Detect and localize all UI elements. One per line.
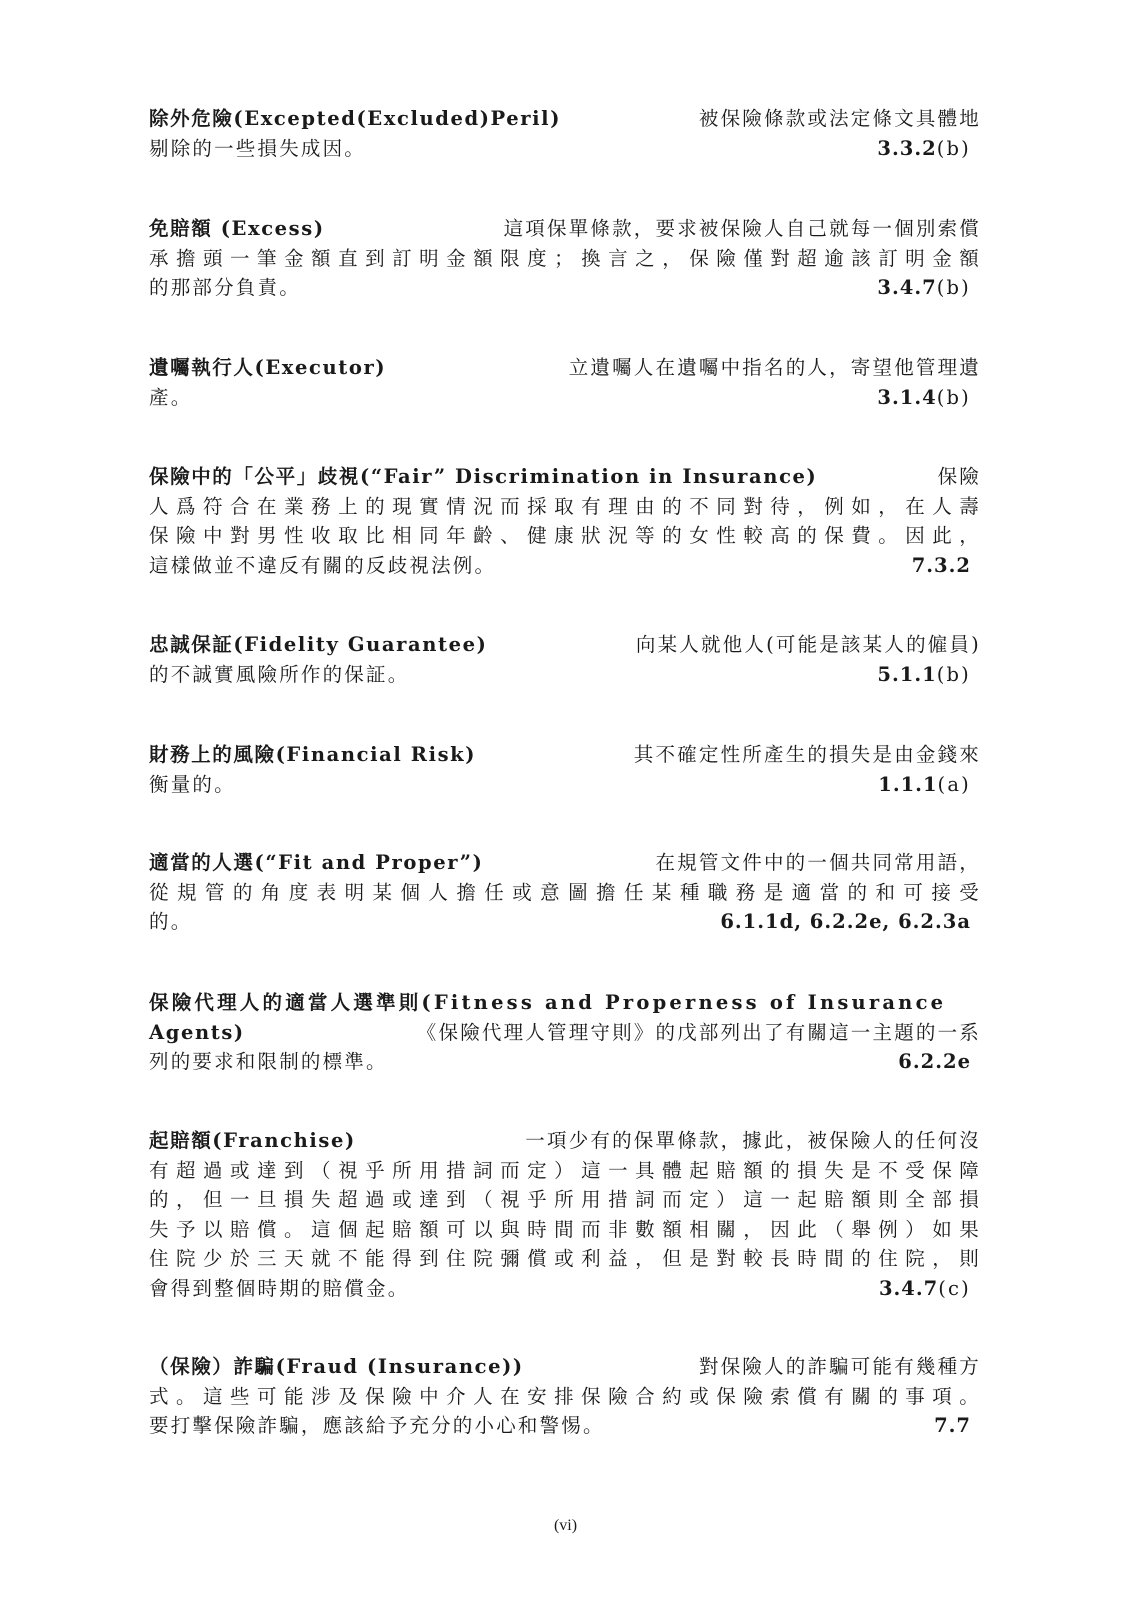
entry-first-line	[149, 104, 981, 134]
glossary-term: 除外危險(Excepted(Excluded)Peril)	[149, 107, 562, 130]
section-reference: 6.1.1d, 6.2.2e, 6.2.3a	[720, 910, 971, 933]
entry-first-line	[149, 740, 981, 770]
glossary-entry-fidelity-guarantee	[149, 630, 981, 689]
section-reference: 3.1.4(b)	[877, 385, 971, 409]
entry-first-line	[149, 462, 981, 492]
definition-line: 保險中對男性收取比相同年齡、健康狀況等的女性較高的保費。因此，	[149, 524, 981, 547]
entry-first-line	[149, 848, 981, 878]
glossary-term: 保險中的「公平」歧視(“Fair” Discrimination in Insurance)	[149, 465, 818, 488]
definition-line: 會得到整個時期的賠償金。	[149, 1276, 410, 1300]
entry-first-line	[149, 988, 981, 1018]
definition-line: 《保險代理人管理守則》的戊部列出了有關這一主題的一系	[416, 1020, 981, 1044]
definition-line: 有超過或達到（視乎所用措詞而定）這一具體起賠額的損失是不受保障	[149, 1158, 981, 1182]
definition-line: 這項保單條款，要求被保險人自己就每一個別索償	[503, 217, 981, 240]
section-reference: 7.3.2	[911, 553, 971, 577]
section-reference: 3.3.2(b)	[877, 136, 971, 160]
glossary-term: 適當的人選(“Fit and Proper”)	[149, 851, 484, 874]
glossary-term: 忠誠保証(Fidelity Guarantee)	[149, 633, 488, 656]
entry-last-line	[149, 1411, 981, 1441]
definition-line: 列的要求和限制的標準。	[149, 1050, 388, 1073]
entry-first-line	[149, 630, 981, 660]
definition-line: 立遺囑人在遺囑中指名的人，寄望他管理遺	[568, 356, 981, 379]
glossary-term: 遺囑執行人(Executor)	[149, 356, 387, 379]
definition-line: 的不誠實風險所作的保証。	[149, 662, 410, 686]
entry-last-line	[149, 134, 981, 164]
definition-line: 衡量的。	[149, 772, 236, 796]
definition-line: 承擔頭一筆金額直到訂明金額限度；換言之，保險僅對超逾該訂明金額	[149, 246, 981, 270]
definition-line: 保險	[937, 465, 981, 488]
definition-line: 住院少於三天就不能得到住院彌償或利益，但是對較長時間的住院，則	[149, 1247, 981, 1270]
definition-line: 產。	[149, 385, 193, 409]
entry-first-line	[149, 214, 981, 244]
page-number: (vi)	[553, 1517, 578, 1534]
definition-line: 剔除的一些損失成因。	[149, 136, 367, 160]
section-reference: 7.7	[934, 1414, 971, 1437]
definition-line: 要打擊保險詐騙，應該給予充分的小心和警惕。	[149, 1414, 605, 1437]
definition-line: 人爲符合在業務上的現實情況而採取有理由的不同對待，例如，在人壽	[149, 494, 981, 518]
definition-line: 失予以賠償。這個起賠額可以與時間而非數額相關，因此（舉例）如果	[149, 1217, 981, 1241]
definition-line: 向某人就他人(可能是該某人的僱員)	[635, 633, 981, 656]
glossary-term: （保險）詐騙(Fraud (Insurance))	[149, 1355, 524, 1378]
definition-line: 的那部分負責。	[149, 276, 301, 299]
glossary-entry-executor	[149, 353, 981, 412]
entry-second-line	[149, 1018, 981, 1048]
entry-last-line	[149, 273, 981, 303]
glossary-term: 保險代理人的適當人選準則(Fitness and Properness of Insurance	[149, 991, 947, 1014]
glossary-entry-financial-risk	[149, 740, 981, 799]
glossary-term: 免賠額 (Excess)	[149, 217, 325, 240]
section-reference: 6.2.2e	[898, 1050, 971, 1073]
entry-first-line	[149, 1126, 981, 1156]
entry-last-line	[149, 1274, 981, 1304]
definition-line: 的。	[149, 910, 193, 933]
glossary-term: 起賠額(Franchise)	[149, 1129, 356, 1152]
definition-line: 對保險人的詐騙可能有幾種方	[698, 1355, 981, 1378]
entry-last-line	[149, 551, 981, 581]
glossary-entry-fitness-properness	[149, 988, 981, 1077]
definition-line: 其不確定性所產生的損失是由金錢來	[633, 743, 981, 766]
glossary-entry-fit-and-proper	[149, 848, 981, 937]
definition-line: 式。這些可能涉及保險中介人在安排保險合約或保險索償有關的事項。	[149, 1384, 981, 1408]
definition-line: 的，但一旦損失超過或達到（視乎所用措詞而定）這一起賠額則全部損	[149, 1188, 981, 1211]
section-reference: 5.1.1(b)	[877, 662, 971, 686]
definition-line: 這樣做並不違反有關的反歧視法例。	[149, 553, 497, 577]
entry-first-line	[149, 353, 981, 383]
glossary-entry-fair-discrimination	[149, 462, 981, 580]
entry-last-line	[149, 660, 981, 690]
definition-line: 從規管的角度表明某個人擔任或意圖擔任某種職務是適當的和可接受	[149, 880, 981, 904]
entry-last-line	[149, 770, 981, 800]
section-reference: 1.1.1(a)	[878, 772, 971, 796]
section-reference: 3.4.7(b)	[877, 276, 971, 299]
entry-last-line	[149, 1047, 981, 1077]
section-reference: 3.4.7(c)	[878, 1276, 971, 1300]
entry-first-line	[149, 1352, 981, 1382]
definition-line: 在規管文件中的一個共同常用語，	[655, 851, 981, 874]
definition-line: 被保險條款或法定條文具體地	[698, 107, 981, 130]
glossary-term: 財務上的風險(Financial Risk)	[149, 743, 477, 766]
glossary-term-continued: Agents)	[149, 1020, 245, 1044]
glossary-entry-fraud	[149, 1352, 981, 1441]
glossary-entry-excess	[149, 214, 981, 303]
glossary-entry-excepted-peril	[149, 104, 981, 163]
entry-last-line	[149, 907, 981, 937]
definition-line: 一項少有的保單條款，據此，被保險人的任何沒	[525, 1129, 981, 1152]
entry-last-line	[149, 383, 981, 413]
glossary-entry-franchise	[149, 1126, 981, 1303]
